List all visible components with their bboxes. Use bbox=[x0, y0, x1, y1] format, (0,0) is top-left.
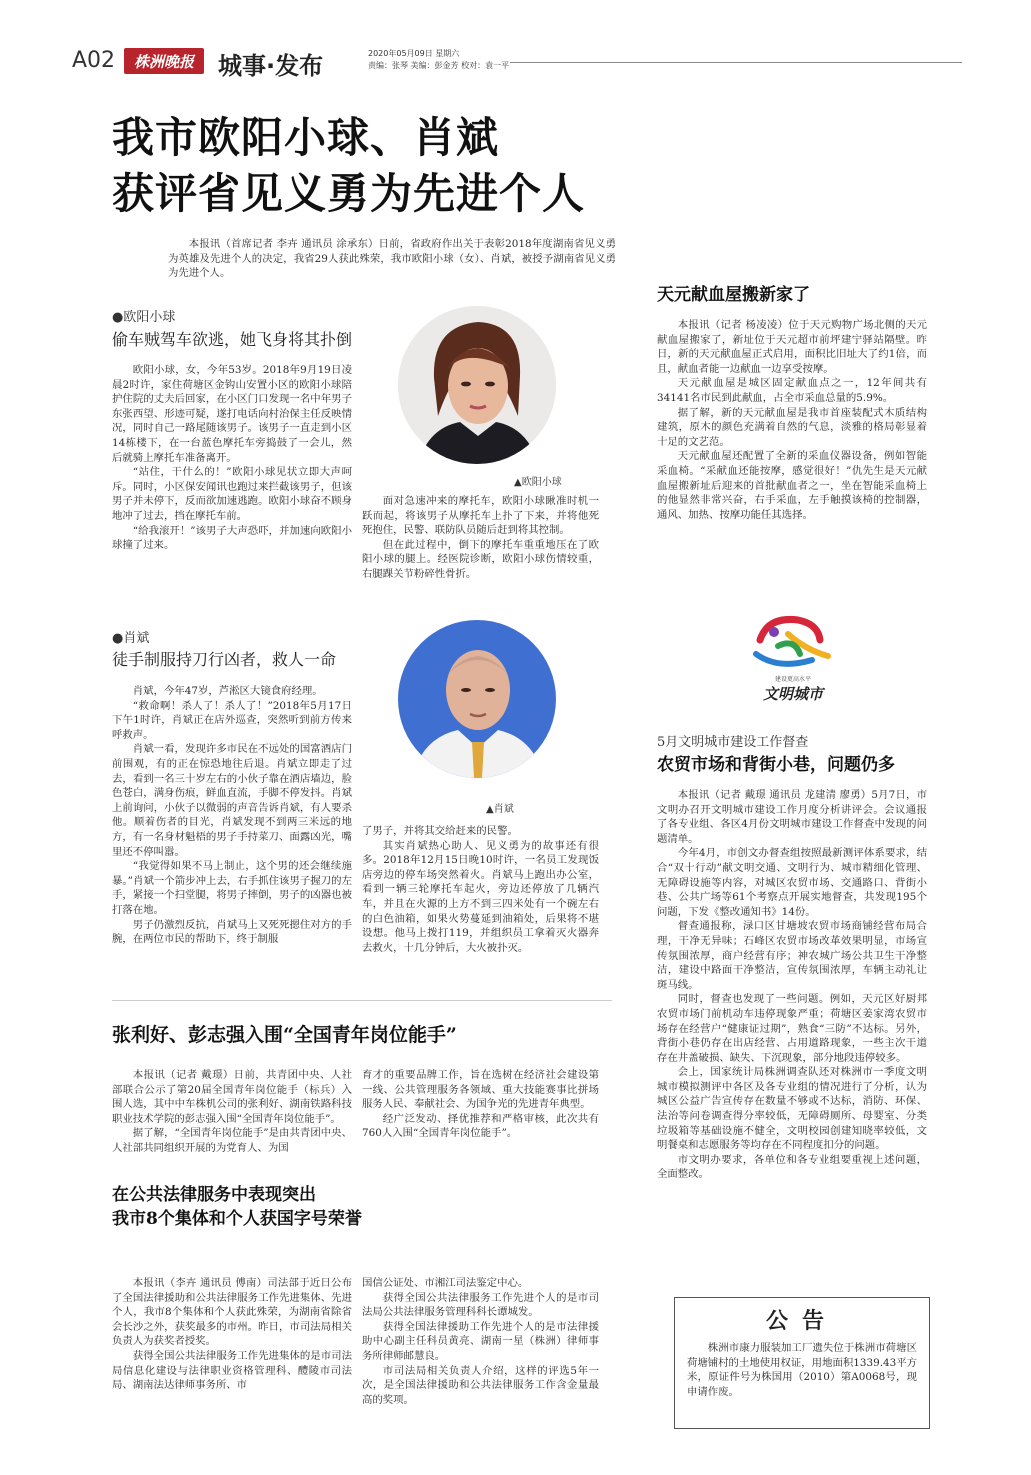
blood-headline: 天元献血屋搬新家了 bbox=[657, 285, 810, 305]
youth-column2: 育才的重要品牌工作，旨在选树在经济社会建设第一线、公共管理服务各领域、重大技能赛事比拼场服务人民、奉献社会、为国争光的先进青年典型。 经广泛发动、择优推荐和严格审核，此次共有760人入围“全国青年岗位能手”。 bbox=[362, 1069, 599, 1140]
civilized-kicker: 5月文明城市建设工作督查 bbox=[657, 735, 809, 750]
divider bbox=[112, 1000, 612, 1001]
person2-label: ●肖斌 bbox=[112, 631, 150, 646]
notice-title: 公告 bbox=[765, 1309, 838, 1334]
person1-label: ●欧阳小球 bbox=[112, 310, 176, 325]
issue-date: 2020年05月09日 星期六 bbox=[368, 49, 460, 58]
person2-photo bbox=[398, 620, 556, 778]
person1-photo-caption: ▲欧阳小球 bbox=[514, 477, 562, 488]
notice-box bbox=[674, 1297, 930, 1429]
youth-column1: 本报讯（记者 戴璟）日前，共青团中央、人社部联合公示了第20届全国青年岗位能手（标兵）入围人选，其中中车株机公司的张利好、湖南铁路科技职业技术学院的彭志强入围“全国青年岗位能手”。 据了解，“全国青年岗位能手”是由共青团中央、人社部共同组织开展的为党育人、为国 bbox=[112, 1069, 352, 1154]
blood-body: 本报讯（记者 杨凌凌）位于天元购物广场北侧的天元献血屋搬家了，新址位于天元超市前坪建宁驿站隔壁。昨日，新的天元献血屋正式启用，面积比旧址大了约1倍，而且，献血者能一边献血一边享受按摩。 天元献血屋是城区固定献血点之一，12年间共有34141名市民到此献血，占全市采血总量的5.9%。 据了解，新的天元献血屋是我市首座装配式木质结构建筑，原木的颜色充满着自然的气息，淡雅的格局彰显着十足的文艺范。 天元献血屋还配置了全新的采血仪器设备，例如智能采血椅。“采献血还能按摩，感觉很好！”仇先生是天元献血屋搬新址后迎来的首批献血者之一，坐在智能采血椅上的他显然非常兴奋，右手采血，左手触摸该椅的控制器，通风、加热、按摩功能任其选择。 bbox=[657, 319, 927, 521]
person1-photo bbox=[398, 306, 556, 464]
newspaper-logo: 株洲晚报 bbox=[124, 48, 204, 74]
logo-slogan: 建设更高水平 bbox=[774, 676, 811, 683]
person2-column2: 了男子，并将其交给赶来的民警。 其实肖斌热心助人、见义勇为的故事还有很多。2018年12月15日晚10时许，一名员工发现饭店旁边的停车场突然着火。肖斌马上跑出办公室，看到一辆三轮摩托车起火，旁边还停放了几辆汽车，并且在火源的上方不到三四米处有一个碗左右的白色油箱，如果火势蔓延到油箱处，后果将不堪设想。他马上拨打119，并组织员工拿着灭火器奔去救火，十几分钟后，大火被扑灭。 bbox=[362, 825, 599, 954]
person2-photo-caption: ▲肖斌 bbox=[486, 804, 514, 815]
main-headline bbox=[112, 110, 585, 222]
headline-line-2: 获评省见义勇为先进个人 bbox=[112, 169, 586, 218]
logo-text: 文明城市 bbox=[762, 685, 823, 703]
legal-column2: 国信公证处、市湘江司法鉴定中心。 获得全国公共法律服务工作先进个人的是市司法局公共法律服务管理科科长谭城发。 获得全国法律援助工作先进个人的是市法律援助中心副主任科员黄亮、湖南一星（株洲）律师事务所律师邮慧良。 市司法局相关负责人介绍，这样的评选5年一次，是全国法律援助和公共法律服务工作含金量最高的奖项。 bbox=[362, 1277, 599, 1406]
lead-paragraph: 本报讯（首席记者 李卉 通讯员 涂承东）日前，省政府作出关于表彰2018年度湖南省见义勇为英雄及先进个人的决定，我省29人获此殊荣，我市欧阳小球（女）、肖斌，被授予湖南省见义勇为先进个人。 bbox=[168, 238, 616, 280]
civilized-body: 本报讯（记者 戴璟 通讯员 龙建清 廖勇）5月7日，市文明办召开文明城市建设工作月度分析讲评会。会议通报了各专业组、各区4月份文明城市建设工作督查中发现的问题清单。 今年4月，市创文办督查组按照最新测评体系要求，结合“双十行动”献文明交通、文明行为、城市精细化管理、无障碍设施等内容，对城区农贸市场、交通路口、背街小巷、公共广场等61个考察点开展实地督查，共发现195个问题，下发《整改通知书》14份。 督查通报称，渌口区甘塘坡农贸市场商铺经营布局合理，干净无异味；石峰区农贸市场改革效果明显，市场宣传氛围浓厚，商户经营有序；神农城广场公共卫生干净整洁，建设中路面干净整洁，宣传氛围浓厚，车辆主动礼让斑马线。 同时，督查也发现了一些问题。例如，天元区好厨邦农贸市场门前机动车违停现象严重；荷塘区姜家湾农贸市场存在经营户“健康证过期”，熟食“三防”不达标。另外，背街小巷仍存在出店经营、占用道路现象，一些主次干道存在井盖破损、缺失、下沉现象，部分地段违停较多。 会上，国家统计局株洲调查队还对株洲市一季度文明城市模拟测评中各区及各专业组的情况进行了分析，认为城区公益广告宣传存在数量不够或不达标，消防、环保、法治等问卷调查得分率较低，无障碍厕所、母婴室、分类垃圾箱等基础设施不健全，文明校园创建知晓率较低，文明餐桌和志愿服务等均存在不同程度扣分的问题。 市文明办要求，各单位和各专业组要重视上述问题，全面整改。 bbox=[657, 789, 927, 1181]
legal-headline-line-2: 我市8个集体和个人获国字号荣誉 bbox=[112, 1209, 362, 1229]
notice-body: 株洲市康力服装加工厂遗失位于株洲市荷塘区荷塘铺村的土地使用权证，用地面积1339.43平方米，原证件号为株国用（2010）第A0068号，现申请作废。 bbox=[687, 1342, 917, 1398]
person2-column1: 肖斌，今年47岁，芦淞区大镜食府经理。 “救命啊！杀人了！杀人了！”2018年5月17日下午1时许，肖斌正在店外巡查，突然听到前方传来呼救声。 肖斌一看，发现许多市民在不远处的国富酒店门前围观，有的正在惊恐地往后退。肖斌立即走了过去，看到一名三十岁左右的小伙子靠在酒店墙边，脸色苍白，满身伤痕，鲜血直流，手脚不停发抖。肖斌上前询问，小伙子以微弱的声音告诉肖斌，有人要杀他。顺着伤者的目光，肖斌发现不到两三米远的地方，有一名身材魁梧的男子手持菜刀、面露凶光，嘴里还不停叫嚣。 “我觉得如果不马上制止，这个男的还会继续施暴。”肖斌一个箭步冲上去，右手抓住该男子握刀的左手，紧接一个扫堂腿，将男子摔倒，男子的凶器也被打落在地。 男子仍激烈反抗，肖斌马上又死死摁住对方的手腕，在两位市民的帮助下，终于制服 bbox=[112, 685, 352, 946]
page-number: A02 bbox=[72, 48, 116, 73]
legal-column1: 本报讯（李卉 通讯员 傅南）司法部于近日公布了全国法律援助和公共法律服务工作先进集体、先进个人，我市8个集体和个人获此殊荣，为湖南省除省会长沙之外，获奖最多的市州。昨日，市司法局相关负责人为获奖者授奖。 获得全国公共法律服务工作先进集体的是市司法局信息化建设与法律职业资格管理科、醴陵市司法局、湖南法达律师事务所、市 bbox=[112, 1277, 352, 1392]
legal-headline bbox=[112, 1183, 362, 1231]
civilized-city-logo bbox=[748, 610, 838, 706]
civilized-headline: 农贸市场和背街小巷，问题仍多 bbox=[657, 755, 895, 775]
city-emblem-icon bbox=[748, 610, 838, 674]
editor-credits: 责编：张琴 美编：彭金芳 校对：袁一平 bbox=[368, 61, 510, 70]
youth-headline: 张利好、彭志强入围“全国青年岗位能手” bbox=[112, 1024, 457, 1046]
header-rule bbox=[510, 62, 962, 63]
person2-subtitle: 徒手制服持刀行凶者，救人一命 bbox=[112, 650, 337, 669]
headline-line-1: 我市欧阳小球、肖斌 bbox=[112, 113, 500, 162]
person1-column1: 欧阳小球，女，今年53岁。2018年9月19日凌晨2时许，家住荷塘区金钩山安置小区的欧阳小球陪护住院的丈夫后回家，在小区门口发现一名中年男子东张西望、形迹可疑，遂打电话向村治保主任反映情况，同时自己一路尾随该男子。该男子一直走到小区14栋楼下，在一台蓝色摩托车旁捣鼓了一会儿，然后就骑上摩托车准备离开。 “站住，干什么的！”欧阳小球见状立即大声呵斥。同时，小区保安闻讯也跑过来拦截该男子，但该男子并未停下，反而欲加速逃跑。欧阳小球奋不顾身地冲了过去，挡在摩托车前。 “给我滚开！”该男子大声恐吓，并加速向欧阳小球撞了过来。 bbox=[112, 364, 352, 552]
person1-subtitle: 偷车贼驾车欲逃，她飞身将其扑倒 bbox=[112, 330, 353, 349]
person1-column2: 面对急速冲来的摩托车，欧阳小球瞅准时机一跃而起，将该男子从摩托车上扑了下来，并将他死死抱住，民警、联防队员随后赶到将其控制。 但在此过程中，倒下的摩托车重重地压在了欧阳小球的腿上。经医院诊断，欧阳小球伤情较重，右腿踝关节粉碎性骨折。 bbox=[362, 495, 599, 580]
legal-headline-line-1: 在公共法律服务中表现突出 bbox=[112, 1185, 316, 1205]
section-title: 城事·发布 bbox=[218, 52, 324, 80]
